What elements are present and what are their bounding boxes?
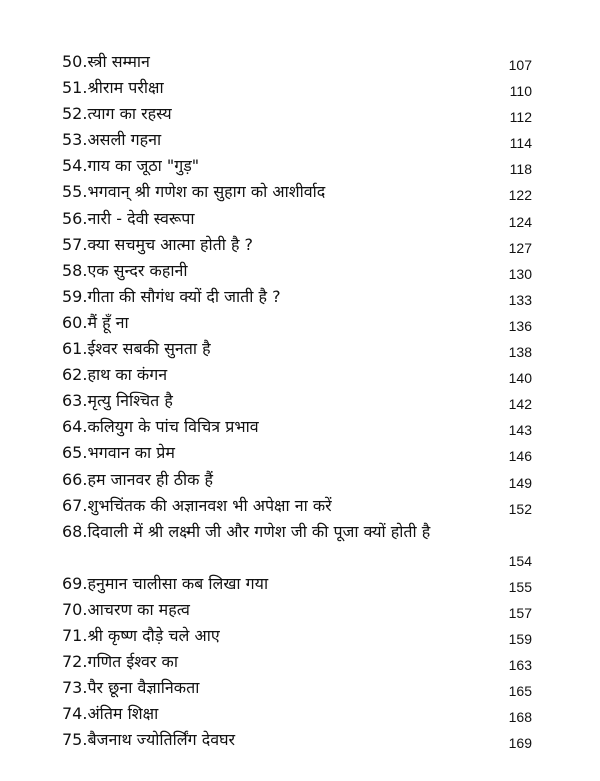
toc-entry — [62, 623, 532, 649]
toc-entry-page-number: 142 — [508, 396, 532, 413]
toc-entry-page-number: 118 — [509, 161, 532, 178]
toc-entry — [62, 101, 532, 127]
toc-entry-title: 67.शुभचिंतक की अज्ञानवश भी अपेक्षा ना करें — [62, 495, 332, 515]
toc-entry — [62, 153, 532, 179]
toc-entry-title: 71.श्री कृष्ण दौड़े चले आए — [62, 626, 220, 646]
toc-entry-page-number: 107 — [508, 57, 532, 73]
toc-entry — [62, 649, 532, 675]
toc-entry-title: 69.हनुमान चालीसा कब लिखा गया — [62, 573, 269, 593]
toc-entry-page-number: 127 — [508, 239, 532, 256]
toc-entry-page-number: 110 — [509, 83, 532, 100]
toc-entry-title: 61.ईश्वर सबकी सुनता है — [62, 339, 211, 359]
toc-entry — [62, 179, 532, 205]
toc-entry — [62, 571, 532, 597]
toc-entry-page-number: 152 — [508, 500, 532, 517]
toc-entry-title: 57.क्या सचमुच आत्मा होती है ? — [62, 234, 254, 254]
toc-entry-page-number: 163 — [508, 657, 532, 674]
toc-entry-page-number: 122 — [508, 187, 532, 204]
toc-entry — [62, 597, 532, 623]
table-of-contents — [62, 49, 532, 754]
toc-entry-page-number: 112 — [509, 109, 532, 126]
toc-entry — [62, 232, 532, 258]
toc-entry-title: 66.हम जानवर ही ठीक हैं — [62, 469, 214, 489]
toc-entry — [62, 727, 532, 753]
toc-entry-page-number: 130 — [508, 265, 532, 282]
toc-entry-title: 54.गाय का जूठा "गुड़" — [62, 156, 200, 176]
toc-entry-title: 72.गणित ईश्वर का — [62, 652, 178, 672]
toc-entry — [62, 388, 532, 414]
toc-entry — [62, 493, 532, 519]
toc-entry — [62, 127, 532, 153]
toc-entry-page-number: 155 — [508, 578, 532, 595]
toc-entry-page-number: 124 — [508, 213, 532, 230]
toc-entry-page-number: 136 — [508, 317, 532, 334]
toc-entry — [62, 336, 532, 362]
toc-entry-title: 55.भगवान् श्री गणेश का सुहाग को आशीर्वाद — [62, 182, 326, 202]
toc-entry-title: 64.कलियुग के पांच विचित्र प्रभाव — [62, 417, 259, 437]
toc-entry — [62, 310, 532, 336]
toc-entry — [62, 414, 532, 440]
toc-entry-page-number: 168 — [508, 709, 532, 726]
toc-entry-title: 50.स्त्री सम्मान — [62, 52, 150, 71]
toc-entry-page-number: 146 — [508, 448, 532, 465]
toc-entry-page-number: 165 — [508, 683, 532, 700]
toc-entry-title: 68.दिवाली में श्री लक्ष्मी जी और गणेश जी की पूजा क्यों होती है — [62, 521, 431, 541]
toc-entry-page-number: 133 — [508, 291, 532, 308]
toc-entry-title: 70.आचरण का महत्व — [62, 599, 190, 619]
toc-entry-title: 63.मृत्यु निश्चित है — [62, 391, 173, 411]
toc-entry — [62, 284, 532, 310]
toc-entry-title: 53.असली गहना — [62, 130, 162, 150]
toc-entry — [62, 440, 532, 466]
toc-entry-title: 75.बैजनाथ ज्योतिर्लिंग देवघर — [62, 730, 236, 750]
toc-entry-page-number: 169 — [508, 735, 532, 752]
toc-entry-page-number: 157 — [508, 604, 532, 621]
toc-entry — [62, 49, 532, 75]
toc-entry — [62, 467, 532, 493]
toc-entry — [62, 206, 532, 232]
toc-entry-title: 74.अंतिम शिक्षा — [62, 704, 159, 724]
toc-entry — [62, 519, 532, 571]
toc-entry-page-number: 154 — [508, 552, 532, 569]
toc-entry-page-number: 138 — [508, 344, 532, 361]
toc-entry-title: 60.मैं हूँ ना — [62, 312, 129, 332]
toc-entry-title: 73.पैर छूना वैज्ञानिकता — [62, 678, 200, 698]
toc-entry — [62, 75, 532, 101]
toc-entry-page-number: 140 — [508, 370, 532, 387]
toc-entry — [62, 258, 532, 284]
toc-entry — [62, 362, 532, 388]
toc-entry-title: 56.नारी - देवी स्वरूपा — [62, 208, 195, 228]
toc-entry-page-number: 149 — [508, 474, 532, 491]
toc-entry-title: 58.एक सुन्दर कहानी — [62, 260, 188, 280]
toc-entry — [62, 675, 532, 701]
toc-entry-title: 51.श्रीराम परीक्षा — [62, 78, 164, 98]
toc-entry-title: 59.गीता की सौगंध क्यों दी जाती है ? — [62, 286, 281, 306]
toc-entry-page-number: 143 — [508, 422, 532, 439]
toc-entry-title: 65.भगवान का प्रेम — [62, 443, 175, 463]
toc-entry-title: 62.हाथ का कंगन — [62, 365, 168, 385]
toc-entry-page-number: 159 — [508, 631, 532, 648]
toc-entry-title: 52.त्याग का रहस्य — [62, 104, 172, 124]
toc-entry-page-number: 114 — [509, 135, 532, 152]
toc-entry — [62, 701, 532, 727]
